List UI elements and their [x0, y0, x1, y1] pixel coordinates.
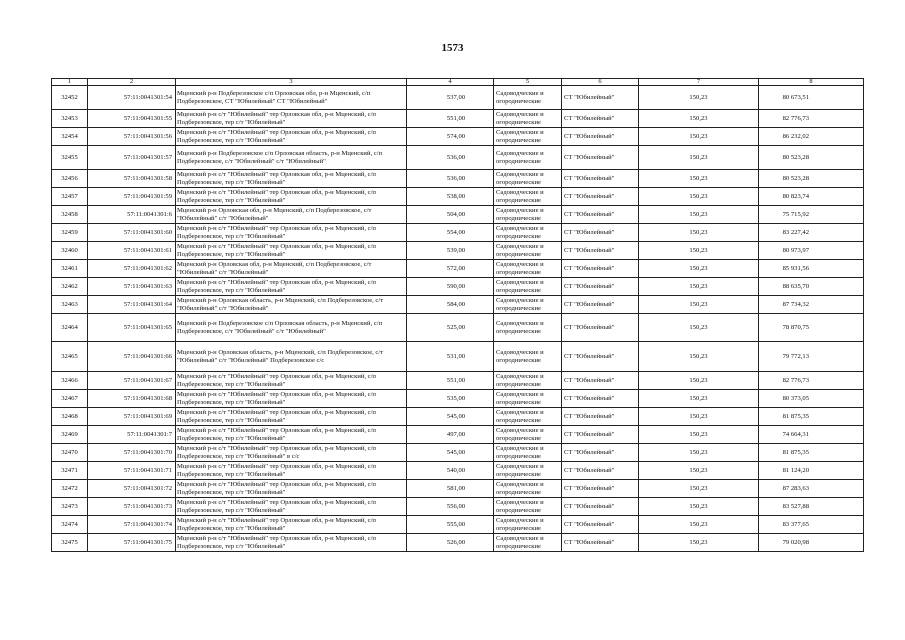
- cell-address: Мценский р-н Орловская обл, р-н Мценский, с/п Подберезовское, с/т "Юбилейный" с/т "Юбилейный": [176, 206, 407, 224]
- cell-partnership: СТ "Юбилейный": [562, 342, 639, 372]
- cell-number: 32459: [52, 224, 88, 242]
- column-header: 3: [176, 79, 407, 86]
- cell-address: Мценский р-н с/т "Юбилейный" тер Орловская обл, р-н Мценский, с/п Подберезовское, тер с/т "Юбилейный": [176, 516, 407, 534]
- cell-address: Мценский р-н с/т "Юбилейный" тер Орловская обл, р-н Мценский, с/п Подберезовское, тер с/т "Юбилейный": [176, 426, 407, 444]
- cell-land-use: Садоводческие и огороднические: [494, 242, 562, 260]
- cell-land-use: Садоводческие и огороднические: [494, 426, 562, 444]
- cell-cadastral-number: 57:11:0041301:62: [88, 260, 176, 278]
- cell-number: 32466: [52, 372, 88, 390]
- cell-cadastral-number: 57:11:0041301:68: [88, 390, 176, 408]
- cell-number: 32467: [52, 390, 88, 408]
- cell-land-use: Садоводческие и огороднические: [494, 498, 562, 516]
- cell-area: 536,00: [407, 146, 494, 170]
- cell-price: 150,23: [639, 314, 759, 342]
- cell-cadastral-number: 57:11:0041301:74: [88, 516, 176, 534]
- cell-cadastral-number: 57:11:0041301:73: [88, 498, 176, 516]
- cell-cadastral-value: 87 734,32: [759, 296, 864, 314]
- cell-cadastral-value: 83 527,88: [759, 498, 864, 516]
- table-row: [52, 146, 864, 170]
- cell-price: 150,23: [639, 146, 759, 170]
- cell-cadastral-number: 57:11:0041301:54: [88, 86, 176, 110]
- table-row: [52, 260, 864, 278]
- cell-price: 150,23: [639, 426, 759, 444]
- cell-number: 32452: [52, 86, 88, 110]
- table-row: [52, 480, 864, 498]
- cell-partnership: СТ "Юбилейный": [562, 224, 639, 242]
- table-row: [52, 110, 864, 128]
- cell-price: 150,23: [639, 444, 759, 462]
- cell-address: Мценский р-н с/т "Юбилейный" тер Орловская обл, р-н Мценский, с/п Подберезовское, тер с/т "Юбилейный" в с/с: [176, 444, 407, 462]
- cell-address: Мценский р-н Орловская область, р-н Мценский, с/п Подберезовское, с/т "Юбилейный" с/т "Юбилейный": [176, 296, 407, 314]
- cell-address: Мценский р-н с/т "Юбилейный" тер Орловская обл, р-н Мценский, с/п Подберезовское, тер с/т "Юбилейный": [176, 462, 407, 480]
- cell-area: 551,00: [407, 372, 494, 390]
- cell-land-use: Садоводческие и огороднические: [494, 314, 562, 342]
- cell-cadastral-value: 82 776,73: [759, 110, 864, 128]
- column-header: 1: [52, 79, 88, 86]
- page-number: 1573: [441, 42, 464, 54]
- cell-partnership: СТ "Юбилейный": [562, 242, 639, 260]
- cell-address: Мценский р-н с/т "Юбилейный" тер Орловская обл, р-н Мценский, с/п Подберезовское, тер с/т "Юбилейный": [176, 498, 407, 516]
- table-row: [52, 390, 864, 408]
- table-row: [52, 170, 864, 188]
- table-row: [52, 188, 864, 206]
- cell-price: 150,23: [639, 170, 759, 188]
- cell-cadastral-value: 83 227,42: [759, 224, 864, 242]
- cell-partnership: СТ "Юбилейный": [562, 296, 639, 314]
- cell-area: 556,00: [407, 498, 494, 516]
- cell-cadastral-number: 57:11:0041301:61: [88, 242, 176, 260]
- cell-price: 150,23: [639, 408, 759, 426]
- cell-partnership: СТ "Юбилейный": [562, 426, 639, 444]
- table-row: [52, 372, 864, 390]
- cell-number: 32465: [52, 342, 88, 372]
- cell-number: 32470: [52, 444, 88, 462]
- cell-area: 572,00: [407, 260, 494, 278]
- cell-cadastral-value: 88 635,70: [759, 278, 864, 296]
- cell-cadastral-value: 86 232,02: [759, 128, 864, 146]
- cell-cadastral-number: 57:11:0041301:75: [88, 534, 176, 552]
- cell-cadastral-value: 82 776,73: [759, 372, 864, 390]
- cell-cadastral-value: 79 020,98: [759, 534, 864, 552]
- table-row: [52, 426, 864, 444]
- cell-price: 150,23: [639, 224, 759, 242]
- table-row: [52, 86, 864, 110]
- cell-cadastral-number: 57:11:0041301:7: [88, 426, 176, 444]
- cell-area: 497,00: [407, 426, 494, 444]
- cell-price: 150,23: [639, 462, 759, 480]
- cell-cadastral-number: 57:11:0041301:57: [88, 146, 176, 170]
- cell-area: 555,00: [407, 516, 494, 534]
- cell-partnership: СТ "Юбилейный": [562, 170, 639, 188]
- cell-address: Мценский р-н с/т "Юбилейный" тер Орловская обл, р-н Мценский, с/п Подберезовское, тер с/т "Юбилейный": [176, 480, 407, 498]
- cell-price: 150,23: [639, 242, 759, 260]
- cell-number: 32455: [52, 146, 88, 170]
- cell-area: 551,00: [407, 110, 494, 128]
- cell-address: Мценский р-н с/т "Юбилейный" тер Орловская обл, р-н Мценский, с/п Подберезовское, тер с/т "Юбилейный": [176, 110, 407, 128]
- cell-cadastral-number: 57:11:0041301:59: [88, 188, 176, 206]
- cell-number: 32462: [52, 278, 88, 296]
- cell-area: 536,00: [407, 170, 494, 188]
- cell-address: Мценский р-н Орловская обл, р-н Мценский, с/п Подберезовское, с/т "Юбилейный" с/т "Юбилейный": [176, 260, 407, 278]
- table-row: [52, 516, 864, 534]
- cell-cadastral-value: 81 124,20: [759, 462, 864, 480]
- cell-land-use: Садоводческие и огороднические: [494, 480, 562, 498]
- cell-partnership: СТ "Юбилейный": [562, 390, 639, 408]
- table-row: [52, 534, 864, 552]
- cell-cadastral-number: 57:11:0041301:60: [88, 224, 176, 242]
- table-row: [52, 342, 864, 372]
- cell-partnership: СТ "Юбилейный": [562, 146, 639, 170]
- cell-price: 150,23: [639, 86, 759, 110]
- cell-partnership: СТ "Юбилейный": [562, 480, 639, 498]
- cell-area: 545,00: [407, 444, 494, 462]
- cell-number: 32457: [52, 188, 88, 206]
- cell-number: 32458: [52, 206, 88, 224]
- cell-price: 150,23: [639, 278, 759, 296]
- cell-area: 540,00: [407, 462, 494, 480]
- cell-number: 32475: [52, 534, 88, 552]
- cell-cadastral-number: 57:11:0041301:64: [88, 296, 176, 314]
- cell-price: 150,23: [639, 260, 759, 278]
- cell-address: Мценский р-н Подберезовское с/п Орловская обл, р-н Мценский, с/п Подберезовское, СТ "Юбилейный" СТ "Юбилейный": [176, 86, 407, 110]
- cell-cadastral-value: 83 377,65: [759, 516, 864, 534]
- table-row: [52, 462, 864, 480]
- cell-price: 150,23: [639, 534, 759, 552]
- cell-land-use: Садоводческие и огороднические: [494, 408, 562, 426]
- cell-cadastral-number: 57:11:0041301:67: [88, 372, 176, 390]
- cadastral-table: [51, 78, 864, 552]
- cell-price: 150,23: [639, 342, 759, 372]
- column-header: 2: [88, 79, 176, 86]
- cell-partnership: СТ "Юбилейный": [562, 408, 639, 426]
- cell-address: Мценский р-н с/т "Юбилейный" тер Орловская обл, р-н Мценский, с/п Подберезовское, тер с/т "Юбилейный": [176, 224, 407, 242]
- cell-price: 150,23: [639, 110, 759, 128]
- table-row: [52, 242, 864, 260]
- cell-cadastral-number: 57:11:0041301:56: [88, 128, 176, 146]
- cell-cadastral-value: 80 373,05: [759, 390, 864, 408]
- cell-land-use: Садоводческие и огороднические: [494, 372, 562, 390]
- cell-land-use: Садоводческие и огороднические: [494, 516, 562, 534]
- cell-cadastral-value: 80 823,74: [759, 188, 864, 206]
- cell-cadastral-value: 81 875,35: [759, 444, 864, 462]
- table-row: [52, 206, 864, 224]
- cell-number: 32453: [52, 110, 88, 128]
- cell-address: Мценский р-н с/т "Юбилейный" тер Орловская обл, р-н Мценский, с/п Подберезовское, тер с/т "Юбилейный": [176, 128, 407, 146]
- table-row: [52, 224, 864, 242]
- cell-partnership: СТ "Юбилейный": [562, 86, 639, 110]
- table-row: [52, 128, 864, 146]
- cell-area: 539,00: [407, 242, 494, 260]
- cell-area: 590,00: [407, 278, 494, 296]
- cell-partnership: СТ "Юбилейный": [562, 314, 639, 342]
- cell-area: 535,00: [407, 390, 494, 408]
- cell-number: 32463: [52, 296, 88, 314]
- cell-cadastral-value: 78 870,75: [759, 314, 864, 342]
- cell-partnership: СТ "Юбилейный": [562, 498, 639, 516]
- cell-land-use: Садоводческие и огороднические: [494, 278, 562, 296]
- cell-address: Мценский р-н с/т "Юбилейный" тер Орловская обл, р-н Мценский, с/п Подберезовское, тер с/т "Юбилейный": [176, 534, 407, 552]
- cell-cadastral-value: 81 875,35: [759, 408, 864, 426]
- cell-land-use: Садоводческие и огороднические: [494, 170, 562, 188]
- cell-cadastral-number: 57:11:0041301:71: [88, 462, 176, 480]
- cell-price: 150,23: [639, 516, 759, 534]
- cell-number: 32460: [52, 242, 88, 260]
- cell-land-use: Садоводческие и огороднические: [494, 86, 562, 110]
- cell-cadastral-number: 57:11:0041301:66: [88, 342, 176, 372]
- cell-number: 32472: [52, 480, 88, 498]
- cell-partnership: СТ "Юбилейный": [562, 278, 639, 296]
- cell-area: 538,00: [407, 188, 494, 206]
- cell-price: 150,23: [639, 296, 759, 314]
- cell-number: 32464: [52, 314, 88, 342]
- cell-partnership: СТ "Юбилейный": [562, 260, 639, 278]
- cell-number: 32474: [52, 516, 88, 534]
- cell-area: 584,00: [407, 296, 494, 314]
- cell-cadastral-number: 57:11:0041301:6: [88, 206, 176, 224]
- cell-area: 554,00: [407, 224, 494, 242]
- cell-address: Мценский р-н с/т "Юбилейный" тер Орловская обл, р-н Мценский, с/п Подберезовское, тер с/т "Юбилейный": [176, 188, 407, 206]
- column-header: 8: [759, 79, 864, 86]
- table-row: [52, 444, 864, 462]
- cell-land-use: Садоводческие и огороднические: [494, 390, 562, 408]
- table-row: [52, 498, 864, 516]
- cell-area: 574,00: [407, 128, 494, 146]
- cell-address: Мценский р-н с/т "Юбилейный" тер Орловская обл, р-н Мценский, с/п Подберезовское, тер с/т "Юбилейный": [176, 390, 407, 408]
- cell-address: Мценский р-н Орловская область, р-н Мценский, с/п Подберезовское, с/т "Юбилейный" с/т "Юбилейный" Подберезовское с/с: [176, 342, 407, 372]
- column-header: 7: [639, 79, 759, 86]
- cell-partnership: СТ "Юбилейный": [562, 534, 639, 552]
- cell-cadastral-number: 57:11:0041301:55: [88, 110, 176, 128]
- cell-cadastral-number: 57:11:0041301:63: [88, 278, 176, 296]
- cell-partnership: СТ "Юбилейный": [562, 206, 639, 224]
- cell-land-use: Садоводческие и огороднические: [494, 146, 562, 170]
- cell-cadastral-number: 57:11:0041301:70: [88, 444, 176, 462]
- cell-price: 150,23: [639, 372, 759, 390]
- cell-partnership: СТ "Юбилейный": [562, 444, 639, 462]
- cell-price: 150,23: [639, 188, 759, 206]
- cell-partnership: СТ "Юбилейный": [562, 128, 639, 146]
- cell-price: 150,23: [639, 390, 759, 408]
- table-row: [52, 296, 864, 314]
- column-header: 5: [494, 79, 562, 86]
- cell-area: 531,00: [407, 342, 494, 372]
- cell-address: Мценский р-н Подберезовское с/п Орловская область, р-н Мценский, с/п Подберезовское, с/т "Юбилейный" с/т "Юбилейный": [176, 314, 407, 342]
- cell-land-use: Садоводческие и огороднические: [494, 224, 562, 242]
- cell-partnership: СТ "Юбилейный": [562, 188, 639, 206]
- cell-number: 32454: [52, 128, 88, 146]
- cell-area: 525,00: [407, 314, 494, 342]
- cell-number: 32471: [52, 462, 88, 480]
- cell-address: Мценский р-н Подберезовское с/п Орловская область, р-н Мценский, с/п Подберезовское, с/т "Юбилейный" с/т "Юбилейный": [176, 146, 407, 170]
- cell-land-use: Садоводческие и огороднические: [494, 444, 562, 462]
- cell-address: Мценский р-н с/т "Юбилейный" тер Орловская обл, р-н Мценский, с/п Подберезовское, тер с/т "Юбилейный": [176, 278, 407, 296]
- cell-area: 581,00: [407, 480, 494, 498]
- cell-cadastral-number: 57:11:0041301:69: [88, 408, 176, 426]
- table-row: [52, 278, 864, 296]
- cell-cadastral-value: 85 931,56: [759, 260, 864, 278]
- cell-partnership: СТ "Юбилейный": [562, 110, 639, 128]
- cell-price: 150,23: [639, 480, 759, 498]
- cell-partnership: СТ "Юбилейный": [562, 516, 639, 534]
- cell-cadastral-number: 57:11:0041301:72: [88, 480, 176, 498]
- cell-price: 150,23: [639, 128, 759, 146]
- cell-land-use: Садоводческие и огороднические: [494, 206, 562, 224]
- cell-cadastral-value: 87 283,63: [759, 480, 864, 498]
- cell-number: 32468: [52, 408, 88, 426]
- cell-land-use: Садоводческие и огороднические: [494, 188, 562, 206]
- cell-land-use: Садоводческие и огороднические: [494, 296, 562, 314]
- cell-land-use: Садоводческие и огороднические: [494, 260, 562, 278]
- cell-number: 32456: [52, 170, 88, 188]
- cell-number: 32469: [52, 426, 88, 444]
- cell-land-use: Садоводческие и огороднические: [494, 110, 562, 128]
- cell-area: 545,00: [407, 408, 494, 426]
- cell-land-use: Садоводческие и огороднические: [494, 462, 562, 480]
- cell-area: 526,00: [407, 534, 494, 552]
- cell-cadastral-number: 57:11:0041301:58: [88, 170, 176, 188]
- cell-price: 150,23: [639, 498, 759, 516]
- cell-address: Мценский р-н с/т "Юбилейный" тер Орловская обл, р-н Мценский, с/п Подберезовское, тер с/т "Юбилейный": [176, 408, 407, 426]
- cell-land-use: Садоводческие и огороднические: [494, 128, 562, 146]
- cell-land-use: Садоводческие и огороднические: [494, 534, 562, 552]
- cell-partnership: СТ "Юбилейный": [562, 462, 639, 480]
- cell-address: Мценский р-н с/т "Юбилейный" тер Орловская обл, р-н Мценский, с/п Подберезовское, тер с/т "Юбилейный": [176, 170, 407, 188]
- cell-area: 504,00: [407, 206, 494, 224]
- column-header: 4: [407, 79, 494, 86]
- cell-address: Мценский р-н с/т "Юбилейный" тер Орловская обл, р-н Мценский, с/п Подберезовское, тер с/т "Юбилейный": [176, 372, 407, 390]
- cell-number: 32461: [52, 260, 88, 278]
- table-row: [52, 408, 864, 426]
- column-header: 6: [562, 79, 639, 86]
- cell-area: 537,00: [407, 86, 494, 110]
- cell-cadastral-value: 80 523,28: [759, 170, 864, 188]
- cell-partnership: СТ "Юбилейный": [562, 372, 639, 390]
- cell-number: 32473: [52, 498, 88, 516]
- cell-cadastral-value: 80 673,51: [759, 86, 864, 110]
- cell-price: 150,23: [639, 206, 759, 224]
- cell-cadastral-value: 75 715,92: [759, 206, 864, 224]
- table-header-row: [52, 79, 864, 86]
- cell-cadastral-number: 57:11:0041301:65: [88, 314, 176, 342]
- cell-cadastral-value: 80 523,28: [759, 146, 864, 170]
- cell-address: Мценский р-н с/т "Юбилейный" тер Орловская обл, р-н Мценский, с/п Подберезовское, тер с/т "Юбилейный": [176, 242, 407, 260]
- cell-land-use: Садоводческие и огороднические: [494, 342, 562, 372]
- table-row: [52, 314, 864, 342]
- cell-cadastral-value: 74 664,31: [759, 426, 864, 444]
- cell-cadastral-value: 80 973,97: [759, 242, 864, 260]
- cell-cadastral-value: 79 772,13: [759, 342, 864, 372]
